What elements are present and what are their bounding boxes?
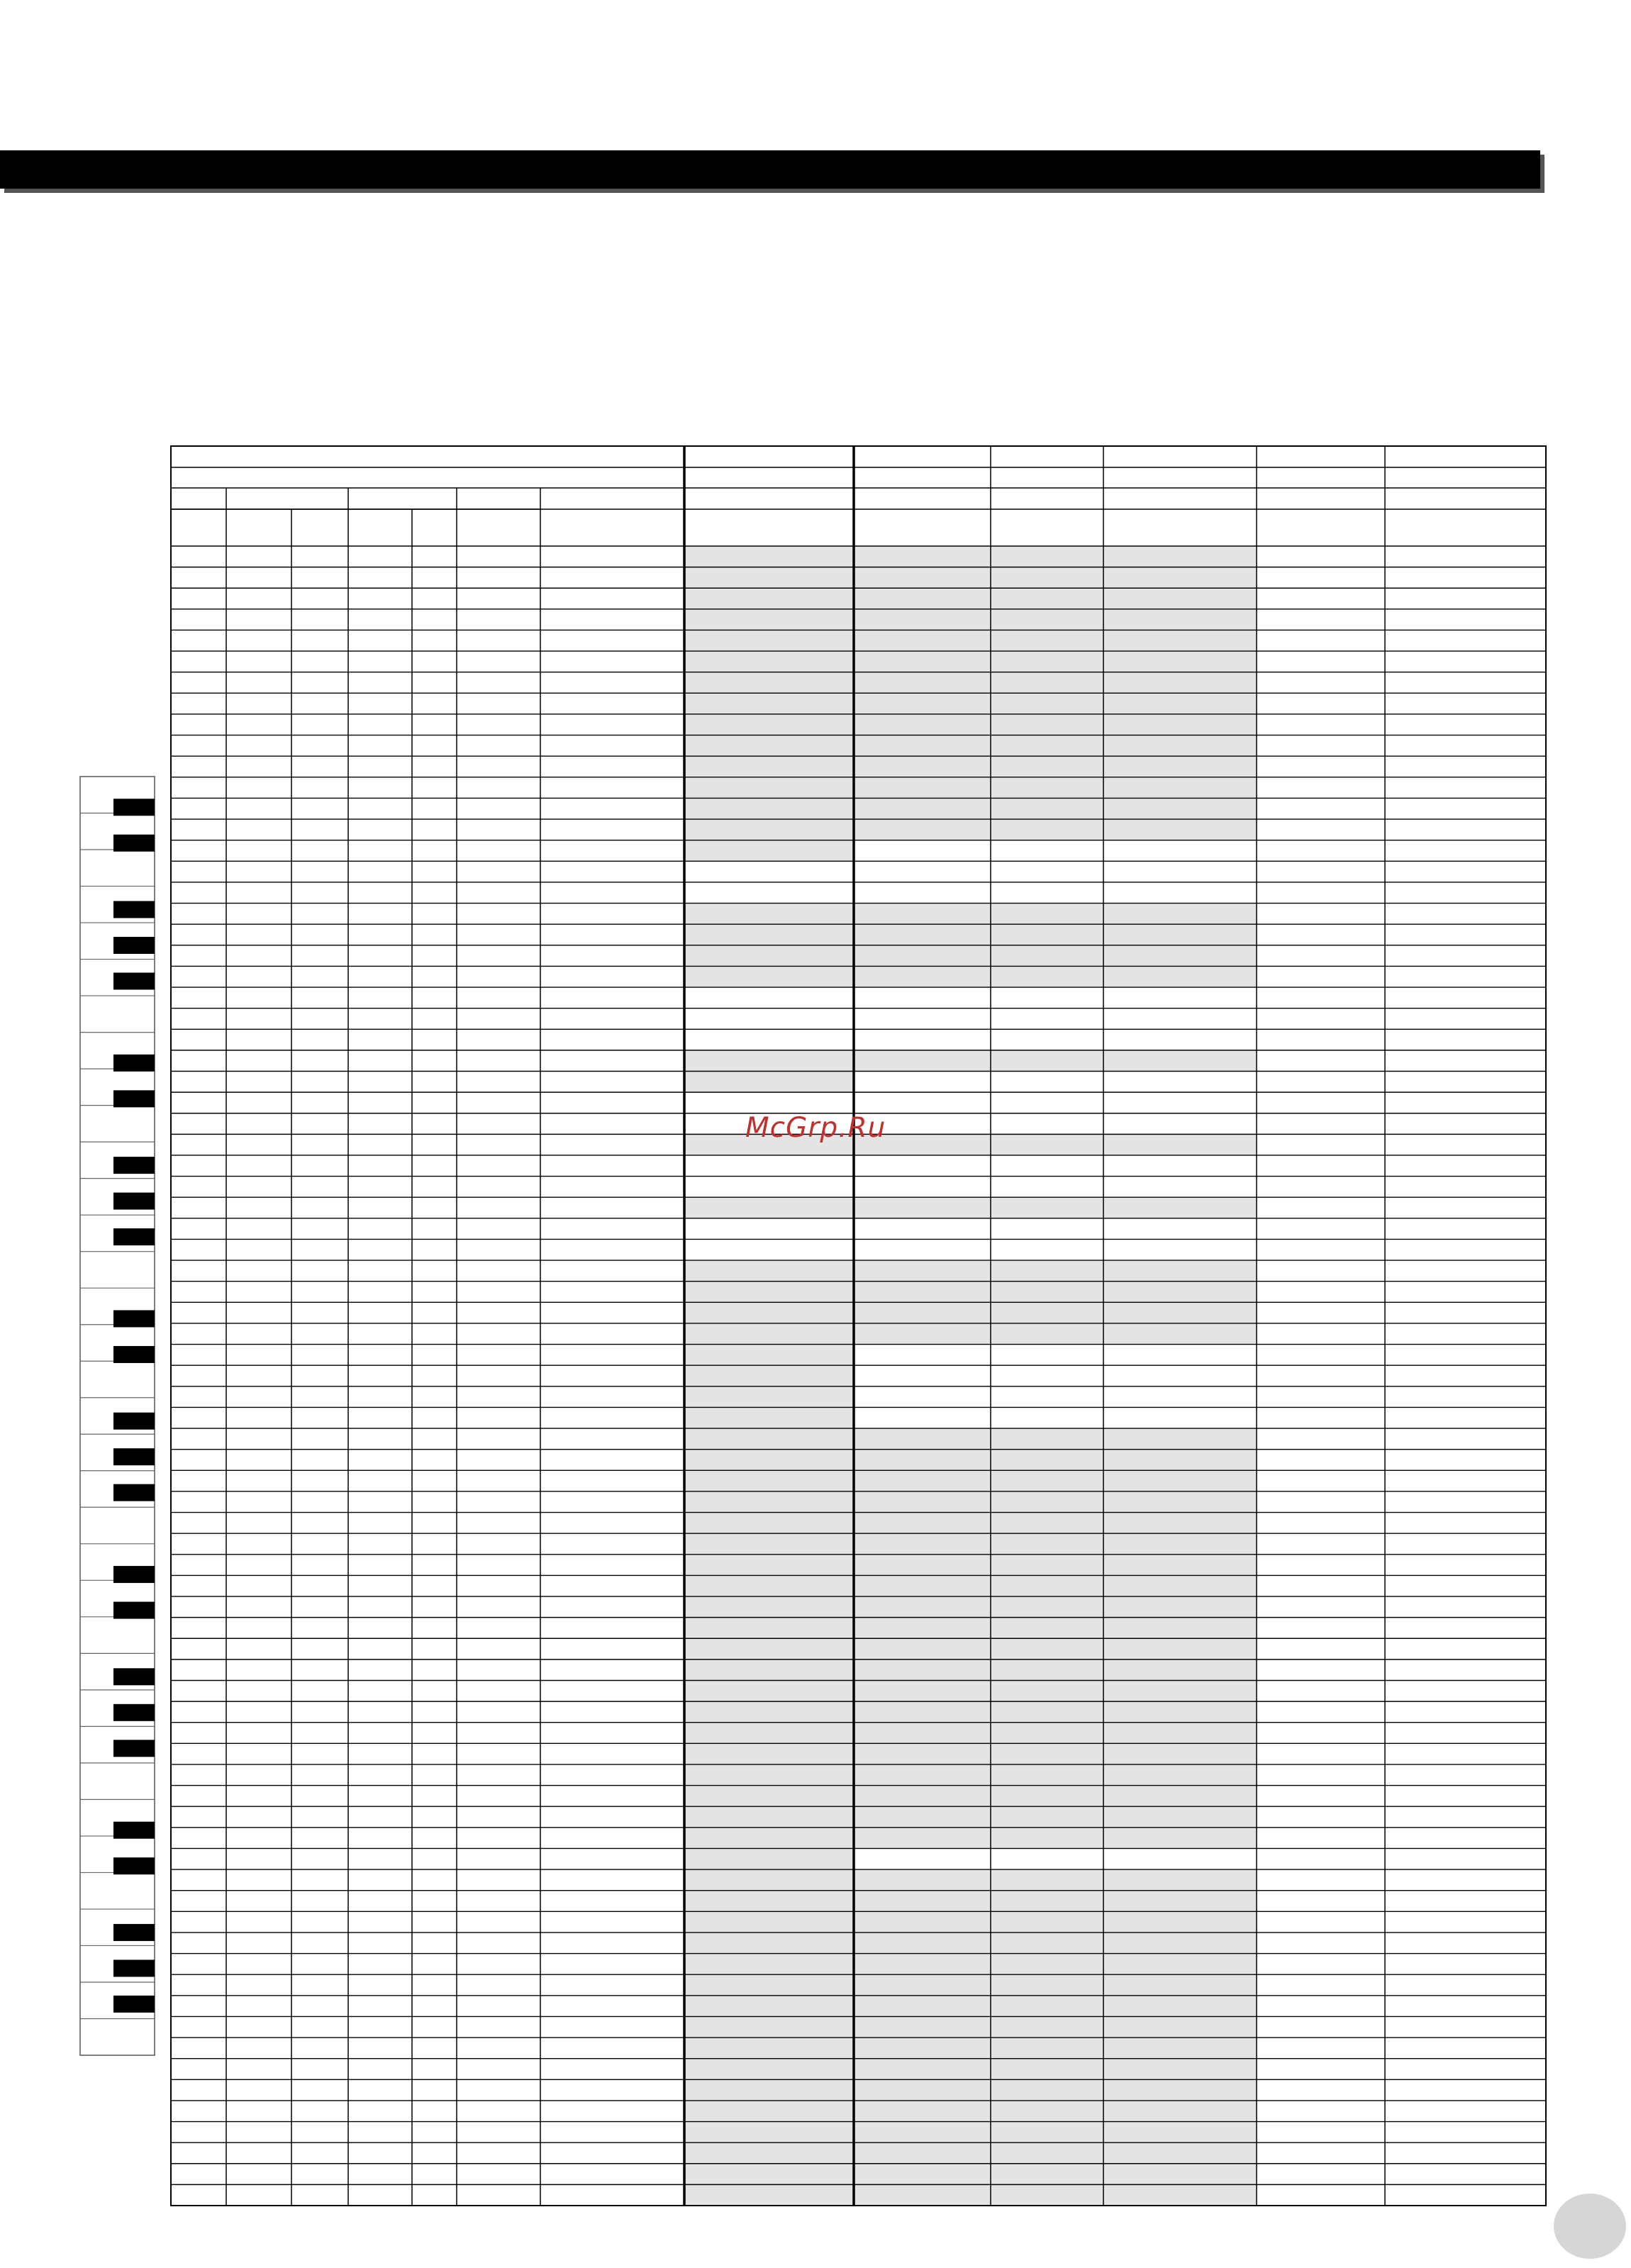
black-key <box>113 1090 155 1107</box>
black-key <box>113 1346 155 1363</box>
shaded-cell <box>854 1050 991 1072</box>
shaded-cell <box>684 1891 854 1912</box>
black-key <box>113 1822 155 1839</box>
shaded-cell <box>991 1197 1103 1218</box>
shaded-cell <box>854 1197 991 1218</box>
shaded-cell <box>684 1302 854 1575</box>
black-key <box>113 1310 155 1327</box>
black-key <box>113 1448 155 1465</box>
black-key <box>113 1566 155 1583</box>
black-key <box>113 1704 155 1721</box>
black-key <box>113 1055 155 1072</box>
black-key <box>113 901 155 918</box>
page-number-circle <box>1554 2194 1626 2259</box>
black-key <box>113 1193 155 1210</box>
shaded-cell <box>1103 1197 1257 1218</box>
black-key <box>113 972 155 989</box>
black-key <box>113 1413 155 1430</box>
shaded-cell <box>684 1072 854 1093</box>
piano-keyboard <box>80 777 155 2055</box>
shaded-cell <box>991 1134 1103 1155</box>
black-key <box>113 1857 155 1874</box>
black-key <box>113 835 155 852</box>
black-key <box>113 799 155 816</box>
black-key <box>113 1228 155 1245</box>
black-key <box>113 1668 155 1685</box>
black-key <box>113 1960 155 1977</box>
black-key <box>113 1996 155 2013</box>
shaded-cells-layer <box>684 546 1257 2206</box>
black-key <box>113 1602 155 1619</box>
black-key <box>113 1157 155 1174</box>
watermark-text: McGrp.Ru <box>745 1112 886 1144</box>
black-key <box>113 1484 155 1501</box>
black-key <box>113 937 155 954</box>
shaded-cell <box>684 840 854 862</box>
black-key <box>113 1924 155 1941</box>
shaded-cell <box>684 924 854 945</box>
shaded-cell <box>684 1050 854 1072</box>
black-key <box>113 1740 155 1757</box>
shaded-cell <box>1103 1134 1257 1155</box>
shaded-cell <box>684 1197 854 1218</box>
shaded-cell <box>991 1050 1103 1072</box>
shaded-cell <box>1103 1050 1257 1072</box>
